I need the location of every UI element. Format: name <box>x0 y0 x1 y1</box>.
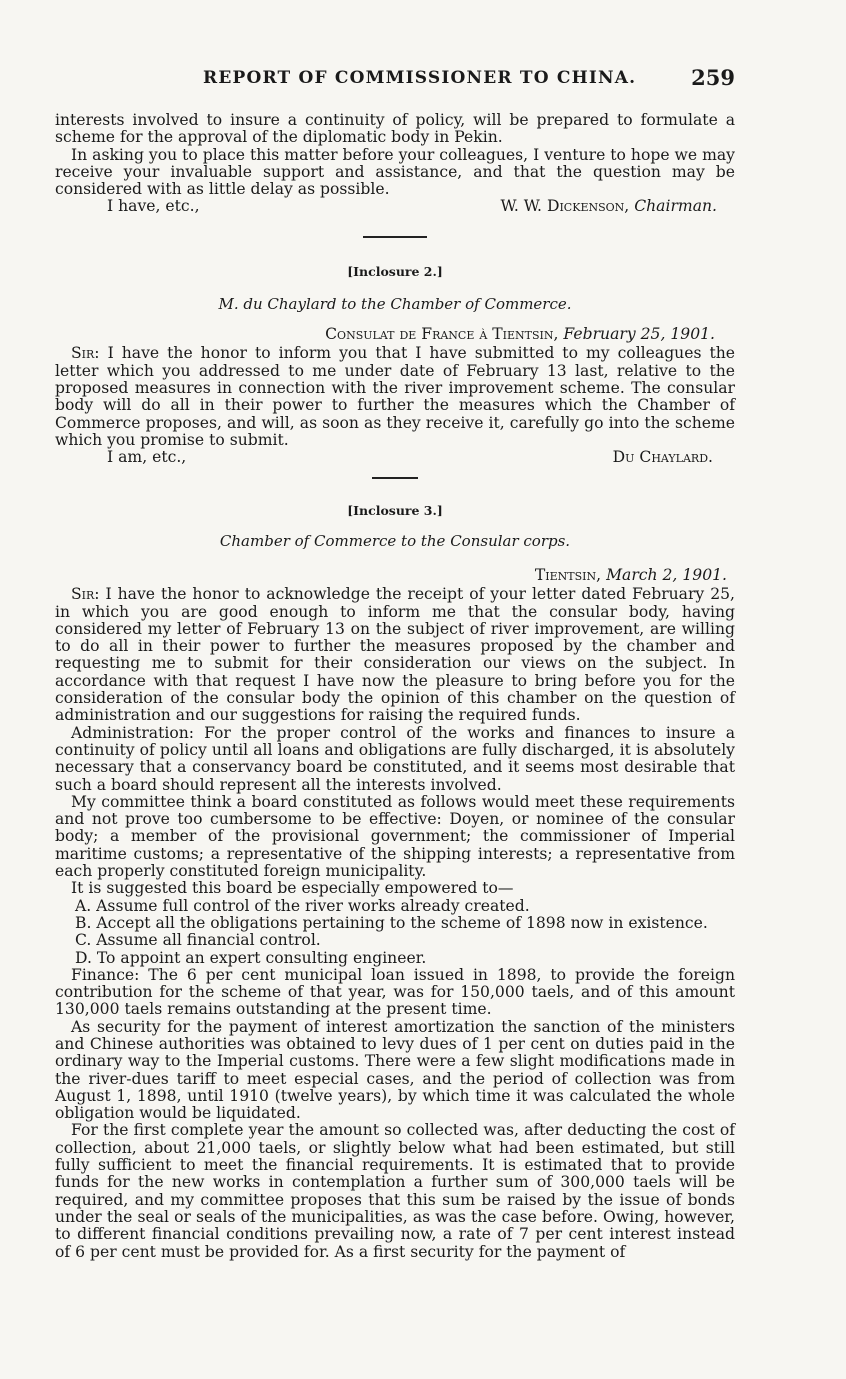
running-head <box>55 65 735 98</box>
list-item: D. To appoint an expert consulting engineer. <box>75 948 427 967</box>
inclosure2-place: Consulat de France à Tientsin, <box>325 325 559 344</box>
inclosure2-dateline <box>55 325 735 343</box>
page-number: 259 <box>691 65 735 90</box>
powers-list <box>55 898 735 967</box>
letter1-signature <box>55 198 735 218</box>
inclosure2-title: M. du Chaylard to the Chamber of Commerce. <box>218 295 572 314</box>
inclosure3-para7: For the first complete year the amount so collected was, after deducting the cost of collection, about 21,000 taels, or slightly below what had been estimated, but still fully sufficient to meet the financial requirements. It is estimated that to provide funds for the new works in contemplation a further sum of 300,000 taels will be required, and my committee proposes that this sum be raised by the issue of bonds under the seal or seals of the municipalities, as was the case before. Owing, however, to different financial conditions prevailing now, a rate of 7 per cent interest instead of 6 per cent must be provided for. As a first security for the payment of <box>55 1121 735 1261</box>
inclosure3-para5: Finance: The 6 per cent municipal loan issued in 1898, to provide the foreign contribution for the scheme of that year, was for 150,000 taels, and of this amount 130,000 taels remains outstanding at the present time. <box>55 965 735 1019</box>
inclosure3-place: Tientsin, <box>534 566 602 585</box>
inclosure3-title: Chamber of Commerce to the Consular corps. <box>219 532 571 551</box>
inclosure3-para4: It is suggested this board be especially empowered to— <box>71 879 514 898</box>
inclosure2-text: I have the honor to inform you that I have submitted to my colleagues the letter which you addressed to me under date of February 13 last, relative to the proposed measures in connection with the river improvement scheme. The consular body will do all in their power to further the measures which the Chamber of Commerce proposes, and will, as soon as they receive it, carefully go into the scheme which you promise to submit. <box>55 344 735 449</box>
list-item: C. Assume all financial control. <box>75 931 321 950</box>
running-head-title: REPORT OF COMMISSIONER TO CHINA. <box>203 68 637 88</box>
inclosure3-dateline <box>55 566 735 584</box>
inclosure3-para1 <box>55 586 735 724</box>
inclosure2-date: February 25, 1901. <box>563 325 715 344</box>
inclosure2-signature <box>55 449 735 469</box>
inclosure3-para3: My committee think a board constituted as follows would meet these requirements and not prove too cumbersome to be effective: Doyen, or nominee of the consular body; a member of the provisional government; the commissioner of Imperial maritime customs; a representative of the shipping interests; a representative from each properly constituted foreign municipality. <box>55 792 735 881</box>
letter1-closing: I have, etc., <box>107 197 200 216</box>
section-divider-2 <box>372 477 418 479</box>
inclosure3-date: March 2, 1901. <box>606 566 727 585</box>
inclosure3-para6: As security for the payment of interest amortization the sanction of the ministers and Chinese authorities was obtained to levy dues of 1 per cent on duties paid in the ordinary way to the Imperial customs. There were a few slight modifications made in the river-dues tariff to meet especial cases, and the period of collection was from August 1, 1898, until 1910 (twelve years), by which time it was calculated the whole obligation would be liquidated. <box>55 1017 735 1123</box>
section-divider-1 <box>363 236 427 238</box>
letter1-para2: In asking you to place this matter before your colleagues, I venture to hope we may receive your invaluable support and assistance, and that the question may be considered with as little delay as possible. <box>55 145 735 199</box>
letter1-signer-name: W. W. Dickenson, <box>500 197 630 216</box>
list-item: B. Accept all the obligations pertaining to the scheme of 1898 now in existence. <box>75 913 708 932</box>
inclosure2-signer: Du Chaylard. <box>612 448 713 467</box>
inclosure2-body <box>55 345 735 449</box>
letter1-signer-title: Chairman. <box>634 197 717 216</box>
inclosure3-label: [Inclosure 3.] <box>347 503 443 519</box>
inclosure3-para1-text: I have the honor to acknowledge the receipt of your letter dated February 25, in which you are good enough to inform me that the consular body, having considered my letter of February 13 on the subject of river improvement, are willing to do all in their power to further the measures proposed by the chamber and requesting me to submit for their consideration our views on the subject. In accordance with that request I have now the pleasure to bring before you for the consideration of the consular body the opinion of this chamber on the question of administration and our suggestions for raising the required funds. <box>55 585 735 725</box>
inclosure2-salutation: Sir: <box>71 344 100 363</box>
list-item: A. Assume full control of the river works already created. <box>75 896 530 915</box>
inclosure2-label: [Inclosure 2.] <box>347 264 443 280</box>
letter1-para1: interests involved to insure a continuity of policy, will be prepared to formulate a scheme for the approval of the diplomatic body in Pekin. <box>55 111 735 147</box>
inclosure3-salutation: Sir: <box>71 585 100 604</box>
inclosure2-closing: I am, etc., <box>107 448 187 467</box>
inclosure3-para2: Administration: For the proper control of the works and finances to insure a continuity of policy until all loans and obligations are fully discharged, it is absolutely necessary that a conservancy board be constituted, and it seems most desirable that such a board should represent all the interests involved. <box>55 723 735 794</box>
document-page <box>55 65 735 1261</box>
